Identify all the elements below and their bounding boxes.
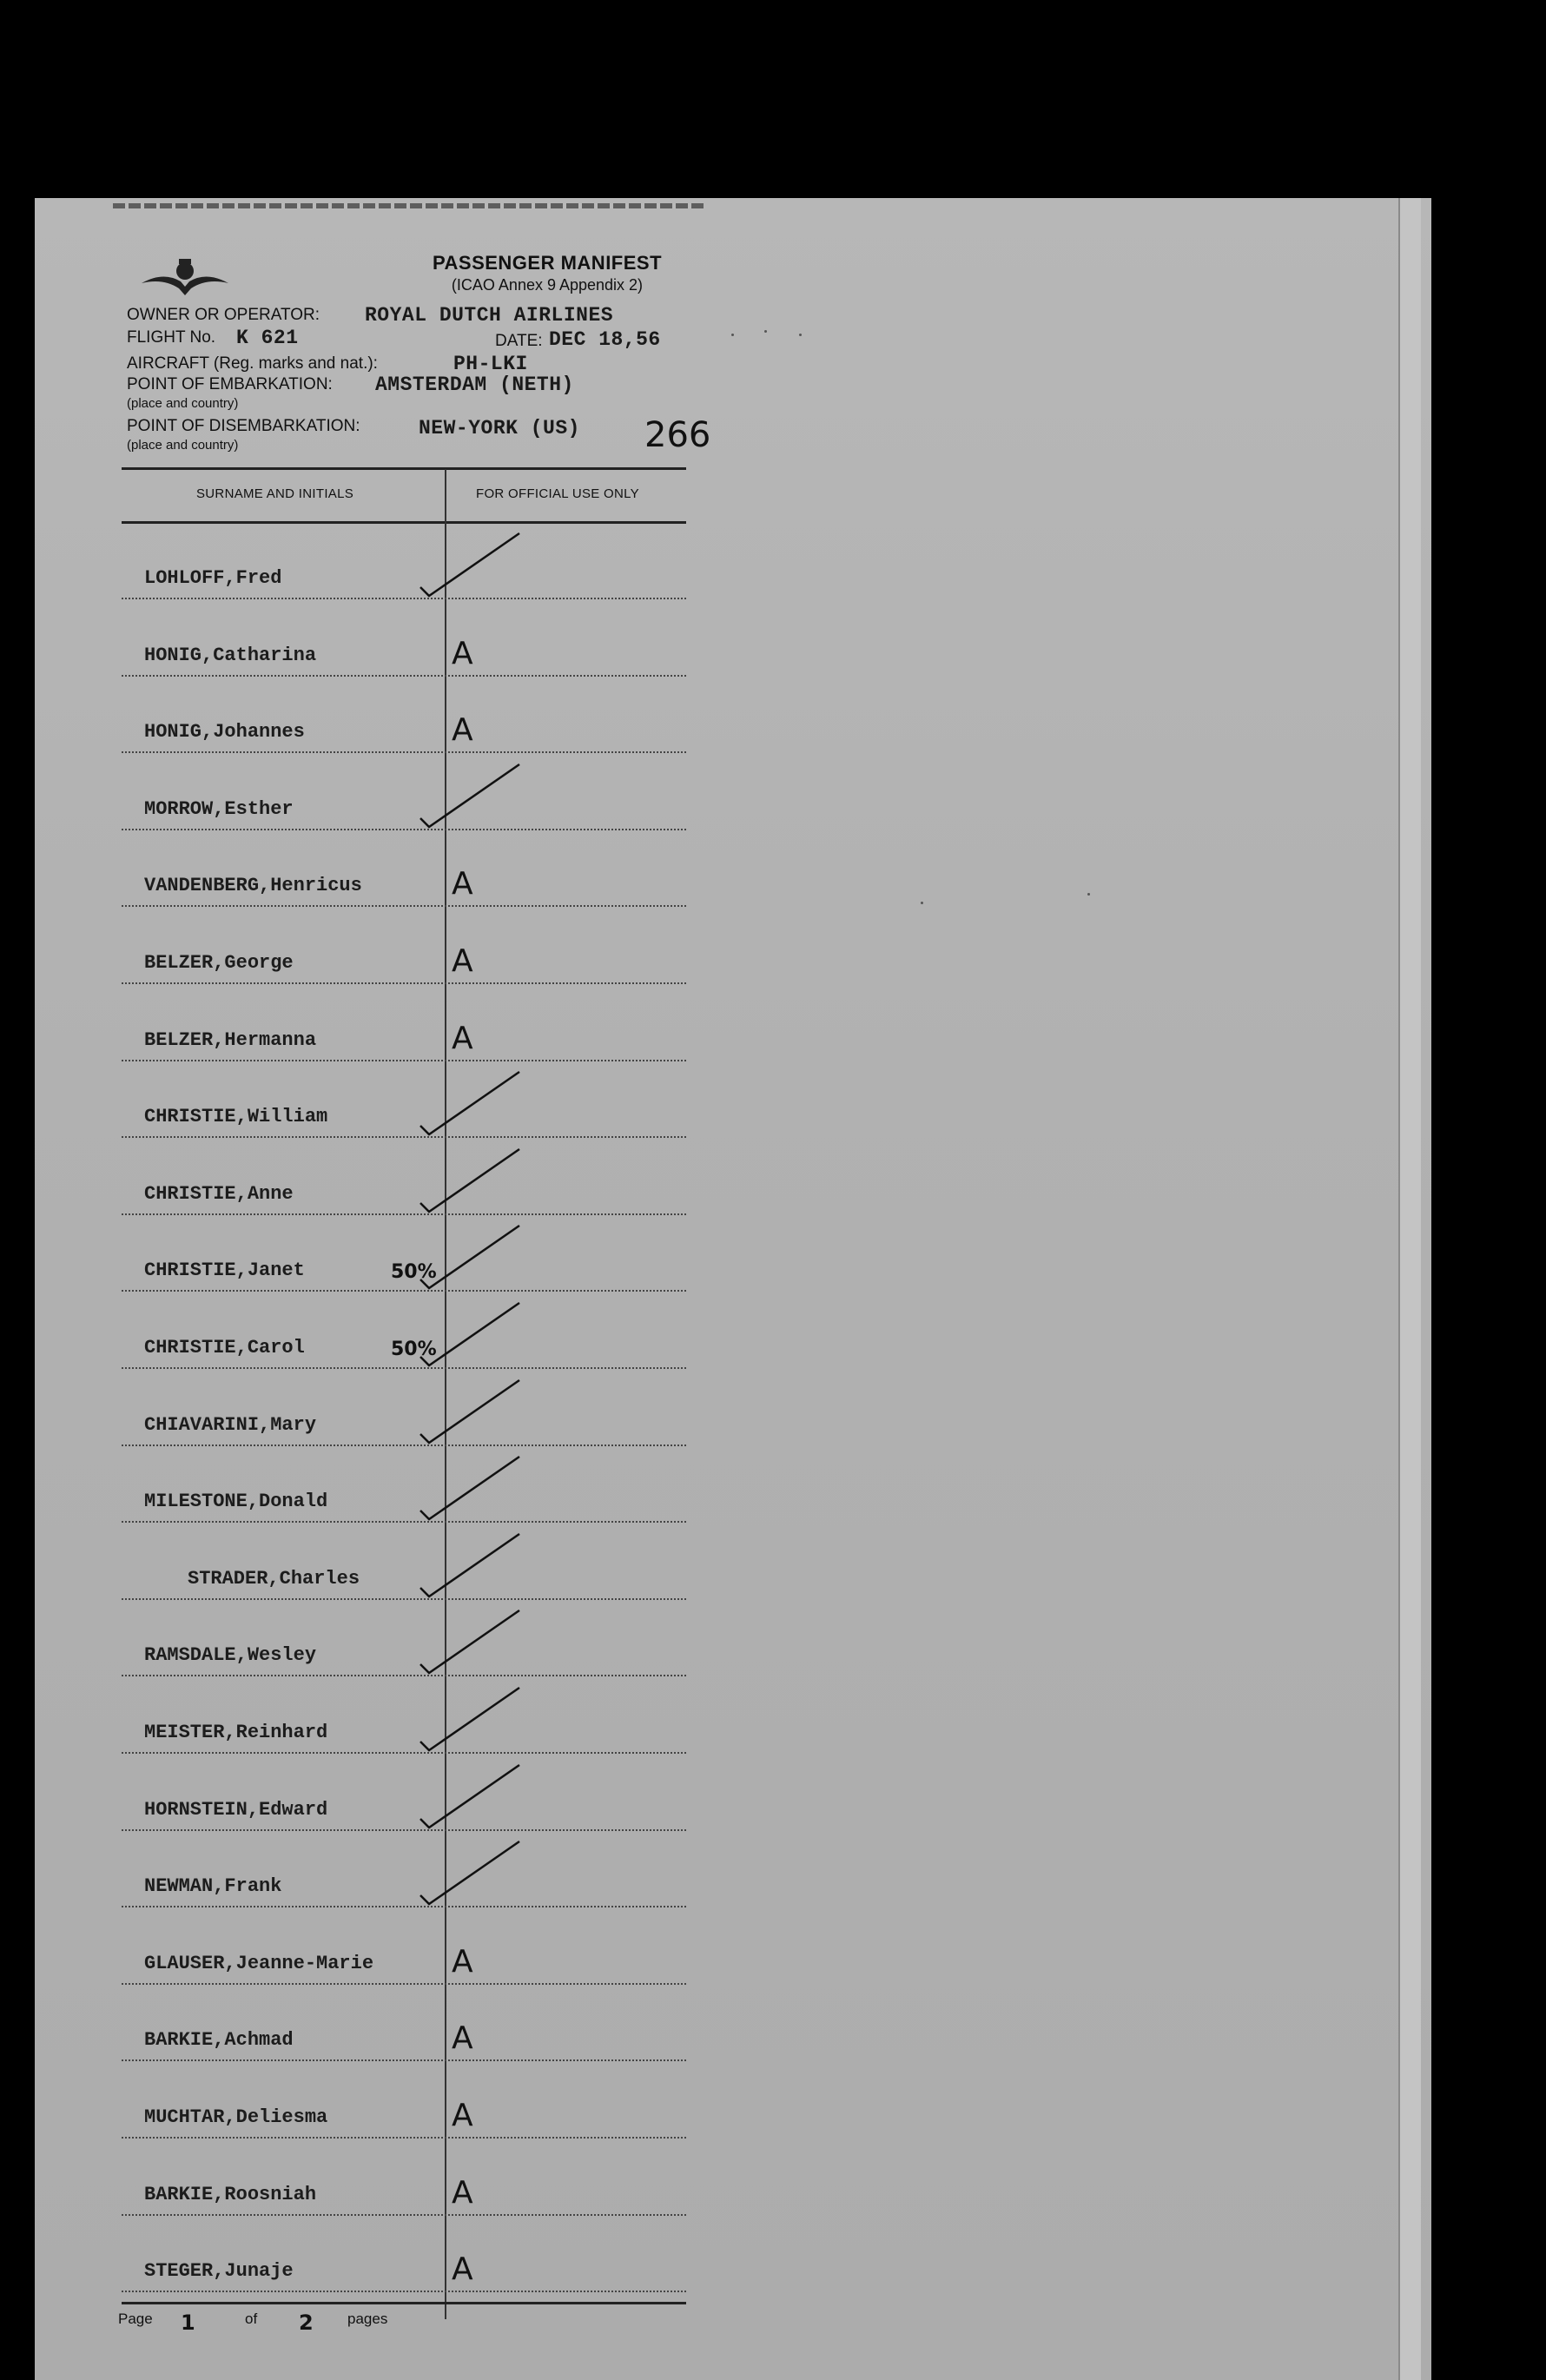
official-mark-a: A	[452, 2098, 473, 2133]
flight-value: K 621	[236, 327, 299, 349]
passenger-name: HONIG,Johannes	[144, 721, 305, 744]
passenger-name: HORNSTEIN,Edward	[144, 1798, 328, 1821]
embark-label: POINT OF EMBARKATION:	[127, 375, 333, 393]
passenger-row	[122, 1446, 686, 1523]
passenger-name: RAMSDALE,Wesley	[144, 1644, 317, 1667]
embark-sublabel: (place and country)	[127, 396, 239, 411]
checkmark-icon	[417, 1529, 530, 1598]
aircraft-label: AIRCRAFT (Reg. marks and nat.):	[127, 354, 378, 373]
official-mark-a: A	[452, 1943, 473, 1980]
page-current	[181, 2311, 195, 2335]
passenger-name: BARKIE,Roosniah	[144, 2183, 317, 2205]
passenger-name: MEISTER,Reinhard	[144, 1722, 328, 1743]
official-use-column-header: FOR OFFICIAL USE ONLY	[476, 486, 639, 501]
passenger-row	[122, 1139, 686, 1215]
passenger-row	[122, 1292, 686, 1369]
passenger-name: BELZER,Hermanna	[144, 1028, 317, 1051]
disembark-label: POINT OF DISEMBARKATION:	[127, 417, 360, 435]
page-number-stamp: 266	[644, 415, 711, 455]
passenger-row	[122, 677, 686, 753]
passenger-row	[122, 1524, 686, 1600]
owner-value: ROYAL DUTCH AIRLINES	[365, 304, 614, 327]
checkmark-icon	[417, 1144, 530, 1213]
passenger-row	[122, 1677, 686, 1754]
official-mark-a: A	[452, 2251, 473, 2288]
date-label: DATE:	[495, 332, 543, 350]
passenger-name: CHRISTIE,Janet	[144, 1259, 305, 1282]
passenger-row	[122, 908, 686, 984]
passenger-name: BARKIE,Achmad	[144, 2029, 294, 2052]
passenger-name: MILESTONE,Donald	[144, 1491, 328, 1513]
passenger-name: CHRISTIE,Carol	[144, 1337, 305, 1359]
passenger-row	[122, 1600, 686, 1676]
aircraft-value: PH-LKI	[453, 353, 528, 375]
disembark-sublabel: (place and country)	[127, 438, 239, 453]
checkmark-icon	[417, 759, 530, 829]
passenger-row	[122, 1985, 686, 2061]
official-mark-a: A	[452, 2174, 473, 2211]
page-current-value: 1	[181, 2311, 195, 2335]
official-mark-a: A	[452, 866, 473, 902]
passenger-name: GLAUSER,Jeanne-Marie	[144, 1952, 374, 1974]
checkmark-icon	[417, 1067, 530, 1136]
speck	[764, 330, 767, 333]
speck	[799, 334, 802, 336]
row-dotted-line	[122, 2291, 686, 2292]
passenger-name: MUCHTAR,Deliesma	[144, 2106, 328, 2128]
embark-value: AMSTERDAM (NETH)	[375, 374, 574, 396]
manifest-title: PASSENGER MANIFEST	[432, 252, 663, 274]
passenger-row	[122, 1755, 686, 1831]
passenger-name: LOHLOFF,Fred	[144, 567, 282, 589]
fare-note: 50%	[391, 1339, 437, 1360]
airline-logo-icon	[137, 252, 233, 308]
passenger-row	[122, 985, 686, 1061]
passenger-row	[122, 754, 686, 830]
speck	[921, 902, 923, 904]
passenger-name: HONIG,Catharina	[144, 644, 317, 666]
official-mark-a: A	[452, 1020, 473, 1056]
passenger-row	[122, 2139, 686, 2216]
passenger-name: NEWMAN,Frank	[144, 1875, 282, 1898]
surname-column-header: SURNAME AND INITIALS	[196, 486, 354, 501]
passenger-row	[122, 1908, 686, 1985]
owner-label: OWNER OR OPERATOR:	[127, 306, 320, 324]
checkmark-icon	[417, 1220, 530, 1290]
speck	[731, 334, 734, 336]
page-total	[299, 2311, 314, 2335]
passenger-row	[122, 1370, 686, 1446]
official-mark-a: A	[452, 635, 473, 671]
checkmark-icon	[417, 1605, 530, 1675]
fare-note: 50%	[391, 1261, 437, 1284]
pages-label: pages	[347, 2311, 388, 2327]
speck	[1087, 893, 1090, 896]
official-mark-a: A	[452, 943, 473, 979]
flight-label: FLIGHT No.	[127, 328, 216, 347]
date-value: DEC 18,56	[549, 328, 661, 351]
header-rule-top	[122, 467, 686, 470]
passenger-row	[122, 2216, 686, 2292]
checkmark-icon	[417, 528, 530, 598]
passenger-row	[122, 830, 686, 907]
passenger-name: MORROW,Esther	[144, 797, 294, 820]
passenger-name: STEGER,Junaje	[144, 2260, 294, 2283]
page-label: Page	[118, 2311, 153, 2327]
passenger-name: CHRISTIE,Anne	[144, 1182, 294, 1205]
official-mark-a: A	[452, 2020, 473, 2057]
of-label: of	[245, 2311, 258, 2327]
passenger-row	[122, 523, 686, 599]
official-mark-a: A	[452, 712, 473, 749]
passenger-row	[122, 2062, 686, 2139]
passenger-name: CHRISTIE,William	[144, 1106, 328, 1128]
passenger-row	[122, 600, 686, 677]
passenger-name: BELZER,George	[144, 952, 294, 974]
checkmark-icon	[417, 1375, 530, 1445]
passenger-name: VANDENBERG,Henricus	[144, 875, 362, 897]
checkmark-icon	[417, 1836, 530, 1906]
passenger-name: STRADER,Charles	[188, 1567, 360, 1590]
checkmark-icon	[417, 1298, 530, 1367]
sheet-edge	[1398, 198, 1421, 2380]
checkmark-icon	[417, 1451, 530, 1521]
passenger-row	[122, 1831, 686, 1907]
footer-rule	[122, 2302, 686, 2304]
torn-top-edge	[113, 203, 704, 208]
manifest-subtitle: (ICAO Annex 9 Appendix 2)	[451, 276, 644, 294]
passenger-row	[122, 1215, 686, 1292]
checkmark-icon	[417, 1760, 530, 1829]
passenger-name: CHIAVARINI,Mary	[144, 1413, 317, 1436]
passenger-row	[122, 1061, 686, 1138]
disembark-value: NEW-YORK (US)	[419, 417, 580, 440]
checkmark-icon	[417, 1683, 530, 1752]
page-total-value: 2	[299, 2311, 314, 2335]
